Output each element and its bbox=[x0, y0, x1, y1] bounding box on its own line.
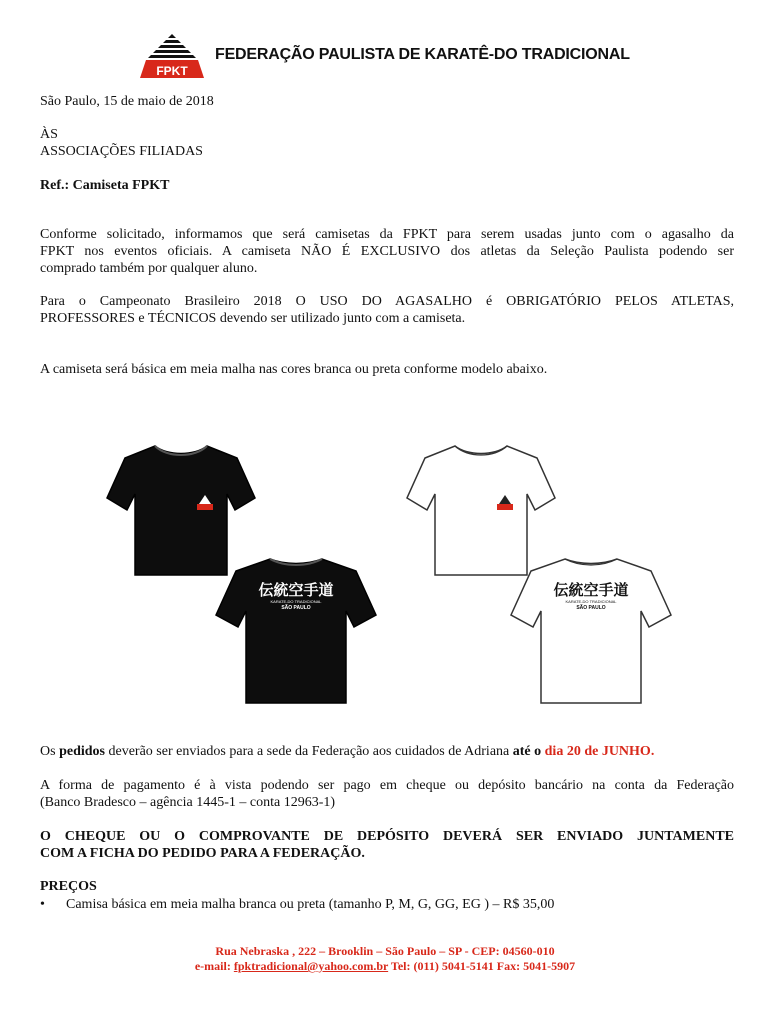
footer-contact bbox=[100, 959, 670, 974]
payment-paragraph bbox=[40, 777, 734, 811]
svg-text:KARATE-DO TRADICIONAL: KARATE-DO TRADICIONAL bbox=[270, 599, 322, 604]
price-item-text: Camisa básica em meia malha branca ou preta (tamanho P, M, G, GG, EG ) – R$ 35,00 bbox=[66, 897, 555, 912]
orders-deadline-label: até o bbox=[512, 744, 542, 759]
paragraph-intro bbox=[40, 226, 734, 277]
footer-email-label: e-mail: bbox=[194, 959, 234, 973]
white-shirt-front bbox=[407, 446, 555, 575]
payment-line1: A forma de pagamento é à vista podendo ser pago em cheque ou depósito bancário na conta da Federação bbox=[40, 778, 734, 793]
notice-line1: O CHEQUE OU O COMPROVANTE DE DEPÓSITO DEVERÁ SER ENVIADO JUNTAMENTE bbox=[40, 829, 734, 844]
svg-text:伝統空手道: 伝統空手道 bbox=[553, 581, 629, 599]
letter-date: São Paulo, 15 de maio de 2018 bbox=[40, 94, 214, 109]
footer-email-link[interactable]: fpktradicional@yahoo.com.br bbox=[233, 959, 389, 973]
recipient-line1: ÀS bbox=[40, 127, 58, 142]
footer-phones: Tel: (011) 5041-5141 Fax: 5041-5907 bbox=[388, 959, 576, 973]
federation-title: FEDERAÇÃO PAULISTA DE KARATÊ-DO TRADICIONAL bbox=[215, 46, 630, 63]
paragraph-championship-line2: PROFESSORES e TÉCNICOS devendo ser utilizado junto com a camiseta. bbox=[40, 311, 466, 326]
orders-paragraph bbox=[40, 743, 654, 760]
paragraph-intro-line2: FPKT nos eventos oficiais. A camiseta NÃO É EXCLUSIVO dos atletas da Seleção Paulista podendo ser bbox=[40, 244, 734, 259]
orders-mid: deverão ser enviados para a sede da Federação aos cuidados de Adriana bbox=[104, 744, 513, 759]
orders-deadline-date: dia 20 de JUNHO. bbox=[541, 744, 655, 759]
black-shirt-front bbox=[107, 446, 255, 575]
payment-line2: (Banco Bradesco – agência 1445-1 – conta 12963-1) bbox=[40, 795, 336, 810]
fpkt-logo bbox=[140, 34, 204, 78]
svg-text:SÃO PAULO: SÃO PAULO bbox=[281, 605, 311, 611]
paragraph-championship bbox=[40, 293, 734, 327]
notice-line2: COM A FICHA DO PEDIDO PARA A FEDERAÇÃO. bbox=[40, 846, 365, 861]
paragraph-intro-line1: Conforme solicitado, informamos que será camisetas da FPKT para serem usadas junto com o agasalho da bbox=[40, 227, 734, 242]
svg-text:KARATE-DO TRADICIONAL: KARATE-DO TRADICIONAL bbox=[565, 599, 617, 604]
svg-text:伝統空手道: 伝統空手道 bbox=[258, 581, 334, 599]
svg-text:FPKT: FPKT bbox=[156, 64, 188, 78]
recipient-line2: ASSOCIAÇÕES FILIADAS bbox=[40, 144, 203, 159]
tshirt-models-image bbox=[85, 430, 685, 720]
white-shirt-back bbox=[511, 559, 671, 703]
prices-heading: PREÇOS bbox=[40, 879, 97, 894]
paragraph-championship-line1: Para o Campeonato Brasileiro 2018 O USO DO AGASALHO é OBRIGATÓRIO PELOS ATLETAS, bbox=[40, 294, 734, 309]
orders-pre: Os bbox=[40, 744, 60, 759]
reference-line: Ref.: Camiseta FPKT bbox=[40, 178, 170, 193]
footer-address: Rua Nebraska , 222 – Brooklin – São Paulo – SP - CEP: 04560-010 bbox=[215, 944, 555, 958]
notice-paragraph bbox=[40, 828, 734, 862]
black-shirt-back bbox=[216, 559, 376, 703]
paragraph-intro-line3: comprado também por qualquer aluno. bbox=[40, 261, 258, 276]
bullet-icon: • bbox=[40, 897, 45, 912]
svg-text:SÃO PAULO: SÃO PAULO bbox=[576, 605, 606, 611]
orders-bold: pedidos bbox=[59, 744, 105, 759]
paragraph-model: A camiseta será básica em meia malha nas cores branca ou preta conforme modelo abaixo. bbox=[40, 362, 548, 377]
price-list-item bbox=[40, 896, 554, 913]
